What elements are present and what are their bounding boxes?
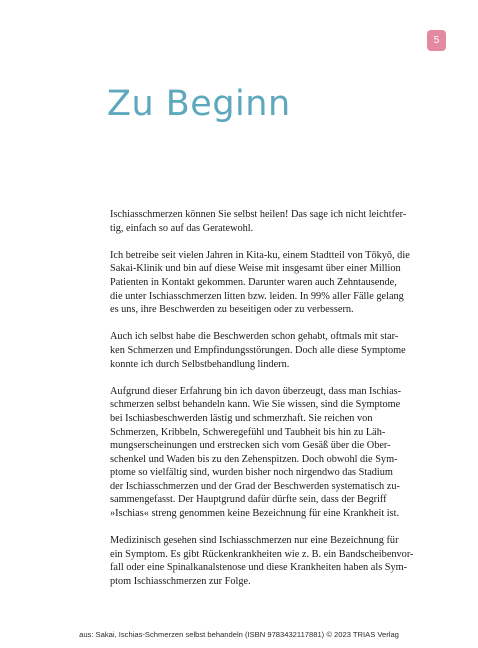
paragraph: Medizinisch gesehen sind Ischiasschmerzen nur eine Bezeichnung für ein Symptom. Es gibt Rückenkrankheiten wie z. B. ein Bandscheibenvor- fall oder eine Spinalkanalstenose und diese Krankheiten haben als Sym- ptom Ischiasschmerzen zur Folge. [110,535,414,588]
page-number-badge: 5 [427,30,446,51]
paragraph: Aufgrund dieser Erfahrung bin ich davon überzeugt, dass man Ischias- schmerzen selbst behandeln kann. Wie Sie wissen, sind die Symptome bei Ischiasbeschwerden lästig und schmerzhaft. Sie reichen von Schmerzen, Kribbeln, Schweregefühl und Taubheit bis hin zu Läh- mungserscheinungen und erstrecken sich vom Gesäß über die Ober- schenkel und Waden bis zu den Zehenspitzen. Doch obwohl die Sym- ptome so vielfältig sind, wurden bisher noch nirgendwo das Stadium der Ischiasschmerzen und der Grad der Beschwerden systematisch zu- sammengefasst. Der Hauptgrund dafür dürfte sein, dass der Begriff »Ischias« streng genommen keine Bezeichnung für eine Krankheit ist. [110,385,402,520]
chapter-title: Zu Beginn [107,84,291,124]
paragraph: Auch ich selbst habe die Beschwerden schon gehabt, oftmals mit star- ken Schmerzen und Empfindungsstörungen. Doch alle diese Symptome konnte ich durch Selbstbehandlung lindern. [110,331,406,370]
source-footer: aus: Sakai, Ischias-Schmerzen selbst behandeln (ISBN 9783432117881) © 2023 TRIAS Verlag [79,630,399,639]
paragraph: Ich betreibe seit vielen Jahren in Kita-ku, einem Stadtteil von Tōkyō, die Sakai-Klinik und bin auf diese Weise mit insgesamt über einer Million Patienten in Kontakt gekommen. Darunter waren auch Zehntausende, die unter Ischiasschmerzen litten bzw. leiden. In 99% aller Fälle gelang es uns, ihre Beschwerden zu beseitigen oder zu verbessern. [110,249,410,316]
body-text [110,208,422,602]
paragraph: Ischiasschmerzen können Sie selbst heilen! Das sage ich nicht leichtfer- tig, einfach so auf das Geratewohl. [110,209,407,234]
